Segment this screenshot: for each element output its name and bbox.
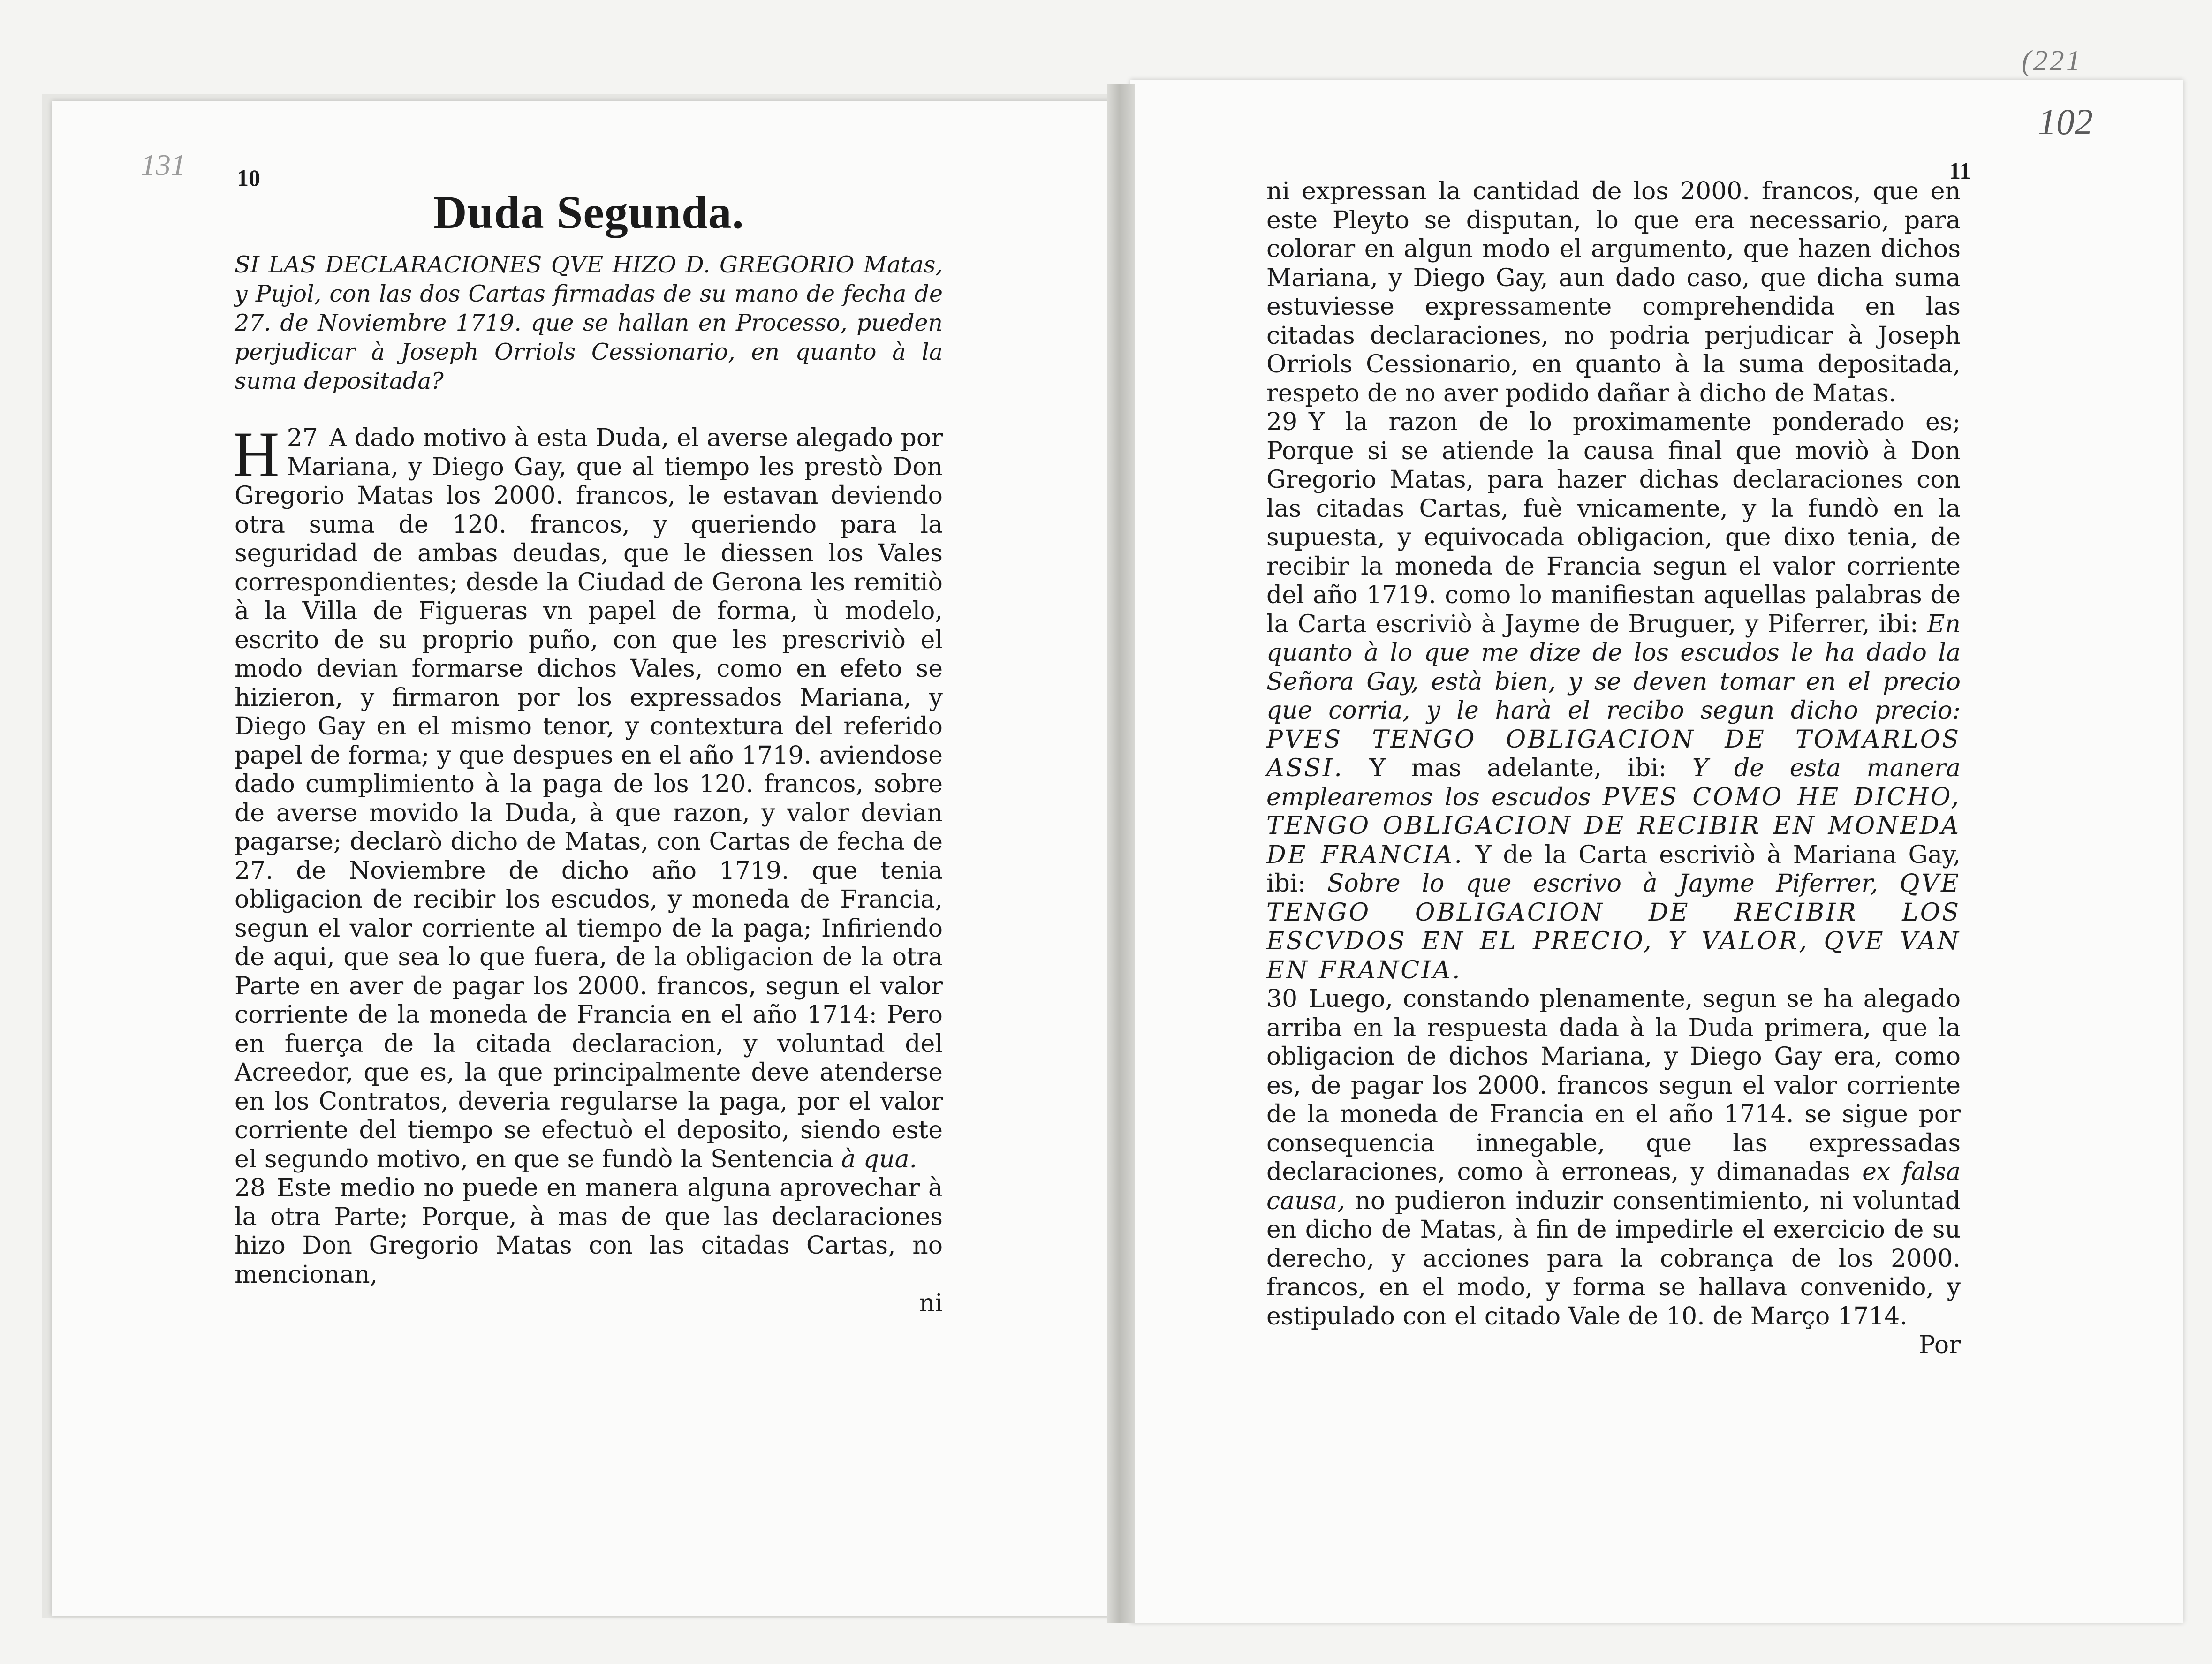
paragraph-number: 29 — [1266, 408, 1298, 436]
quote-capitals: PVES COMO HE DICHO, TENGO OBLIGACION DE RECIBIR EN MONEDA DE FRANCIA. — [1266, 783, 1961, 869]
drop-cap: H — [233, 418, 280, 490]
quote-capitals: PVES TENGO OBLIGACION DE TOMARLOS ASSI. — [1266, 725, 1961, 782]
paragraph-number: 28 — [235, 1174, 266, 1202]
quote-italic: En quanto à lo que me dize de los escudos le ha dado la Señora Gay, està bien, y se deven tomar en el precio que corria, y le harà el recibo segun dicho precio: — [1266, 610, 1961, 725]
quote-capitals: QVE TENGO OBLIGACION DE RECIBIR LOS ESCVDOS EN EL PRECIO, Y VALOR, QVE VAN EN FRANCIA. — [1266, 870, 1961, 984]
paragraph-text: no pudieron induzir consentimiento, ni voluntad en dicho de Matas, à fin de impedirle el exercicio de su derecho, y acciones para la cobrança de los 2000. francos, en el modo, y forma se hallava convenido, y estipulado con el citado Vale de 10. de Março 1714. — [1266, 1187, 1961, 1331]
page-number-right: 11 — [1949, 158, 1971, 184]
section-question: SI LAS DECLARACIONES QVE HIZO D. GREGORIO Matas, y Pujol, con las dos Cartas firmadas de su mano de fecha de 27. de Noviembre 1719. que se hallan en Processo, pueden perjudicar à Joseph Orriols Cessionario, en quanto à la suma depositada? — [235, 251, 943, 394]
archive-mark-faint: 131 — [141, 148, 186, 182]
page-number-left: 10 — [237, 165, 260, 191]
paragraph-27 — [233, 418, 943, 1174]
archive-mark-folio: 102 — [2038, 101, 2093, 142]
book-gutter — [1107, 84, 1135, 1623]
left-text-column — [235, 185, 943, 1318]
catchword-right: Por — [1918, 1331, 1961, 1359]
paragraph-number: 27 — [287, 424, 318, 452]
paragraph-number: 30 — [1266, 985, 1298, 1013]
paragraph-italic: à qua. — [841, 1145, 917, 1173]
paragraph-28 — [235, 1174, 943, 1289]
paragraph-text: Este medio no puede en manera alguna aprovechar à la otra Parte; Porque, à mas de que las declaraciones hizo Don Gregorio Matas con las citadas Cartas, no mencionan, — [235, 1174, 943, 1289]
paragraph-text: Luego, constando plenamente, segun se ha alegado arriba en la respuesta dada à la Duda primera, que la obligacion de dichos Mariana, y Diego Gay era, como es, de pagar los 2000. francos segun el valor corriente de la moneda de Francia en el año 1714. se sigue por consequencia innegable, que las expressadas declaraciones, como à erroneas, y dimanadas — [1266, 985, 1961, 1186]
right-text-column — [1266, 177, 1961, 1360]
catchword-left: ni — [919, 1289, 943, 1317]
archive-mark-top: (221 — [2022, 45, 2083, 77]
section-title: Duda Segunda. — [433, 186, 744, 238]
quote-italic: Y de esta manera emplearemos los escudos — [1266, 754, 1961, 811]
paragraph-italic: ex falsa causa, — [1266, 1158, 1961, 1215]
paragraph-text: Y la razon de lo proximamente ponderado es; Porque si se atiende la causa final que moviò à Don Gregorio Matas, para hazer dichas declaraciones con las citadas Cartas, fuè vnicamente, y la fundò en la supuesta, y equivocada obligacion, que dixo tenia, de recibir la moneda de Francia segun el valor corriente del año 1719. como lo manifiestan aquellas palabras de la Carta escriviò à Jayme de Bruguer, y Piferrer, ibi: — [1266, 408, 1961, 638]
quote-italic: Sobre lo que escrivo à Jayme Piferrer, — [1327, 870, 1879, 898]
paragraph-28-continued: ni expressan la cantidad de los 2000. francos, que en este Pleyto se disputan, lo que era necessario, para colorar en algun modo el argumento, que hazen dichos Mariana, y Diego Gay, aun dado caso, que dicha suma estuviesse expressamente comprehendida en las citadas declaraciones, no podria perjudicar à Joseph Orriols Cessionario, en quanto à la suma depositada, respeto de no aver podido dañar à dicho de Matas. — [1266, 177, 1961, 408]
paragraph-30 — [1266, 985, 1961, 1331]
paragraph-text: Y mas adelante, ibi: — [1369, 754, 1667, 782]
paragraph-29 — [1266, 408, 1961, 985]
paragraph-text: Y de la Carta escriviò à Mariana Gay, ibi: — [1266, 840, 1961, 898]
paragraph-text: A dado motivo à esta Duda, el averse alegado por Mariana, y Diego Gay, que al tiempo les prestò Don Gregorio Matas los 2000. francos, le estavan deviendo otra suma de 120. francos, y queriendo para la seguridad de ambas deudas, que le diessen los Vales correspondientes; desde la Ciudad de Gerona les remitiò à la Villa de Figueras vn papel de forma, ù modelo, escrito de su proprio puño, con que les prescriviò el modo devian formarse dichos Vales, como en efeto se hizieron, y firmaron por los expressados Mariana, y Diego Gay en el mismo tenor, y contextura del referido papel de forma; y que despues en el año 1719. aviendose dado cumplimiento à la paga de los 120. francos, sobre de averse movido la Duda, à que razon, y valor devian pagarse; declarò dicho de Matas, con Cartas de fecha de 27. de Noviembre de dicho año 1719. que tenia obligacion de recibir los escudos, y moneda de Francia, segun el valor corriente al tiempo de la paga; Infiriendo de aqui, que sea lo que fuera, de la obligacion de la otra Parte en aver de pagar los 2000. francos, segun el valor corriente de la moneda de Francia en el año 1714: Pero en fuerça de la citada declaracion, y voluntad del Acreedor, que es, la que principalmente deve atenderse en los Contratos, deveria regularse la paga, por el valor corriente del tiempo se efectuò el deposito, siendo este el segundo motivo, en que se fundò la Sentencia — [235, 424, 943, 1173]
